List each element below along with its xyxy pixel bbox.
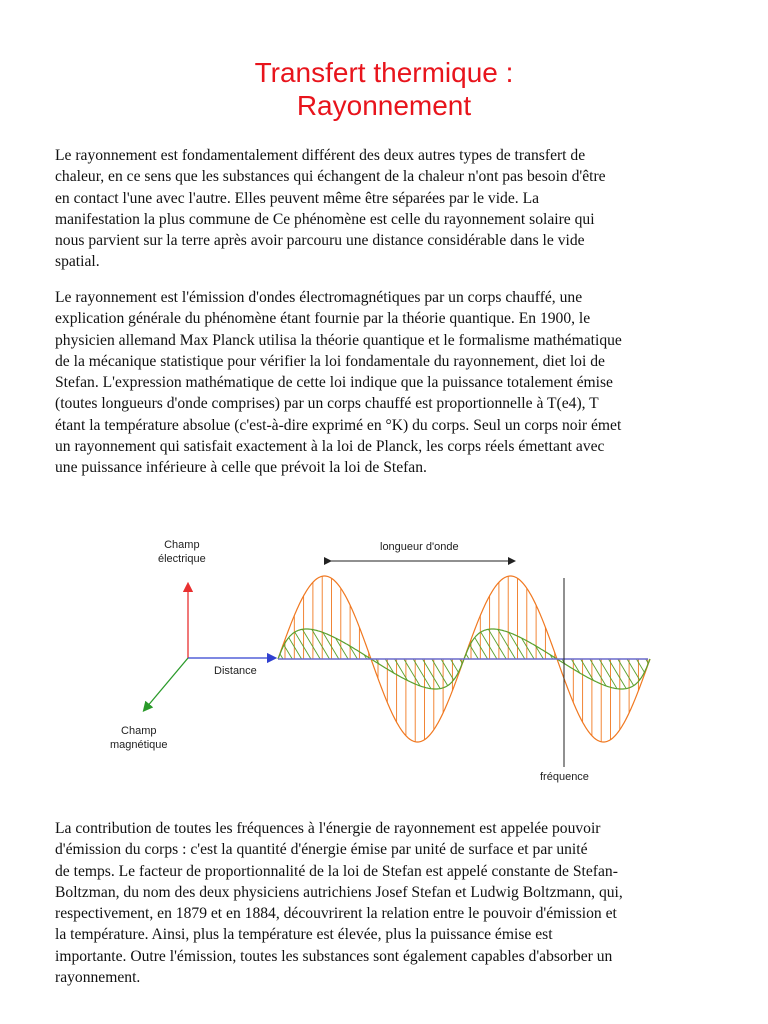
- text-line: de temps. Le facteur de proportionnalité de la loi de Stefan est appelé constante de Stefan-: [55, 862, 618, 880]
- label-longueur-onde: longueur d'onde: [380, 541, 459, 553]
- label-line: Champ: [121, 725, 157, 737]
- magnetic-hatch-line: [609, 659, 627, 689]
- text-line: en contact l'une avec l'autre. Elles peuvent même être séparées par le vide. La: [55, 189, 540, 207]
- text-line: explication générale du phénomène étant fournie par la théorie quantique. En 1900, le: [55, 310, 591, 328]
- text-line: importante. Outre l'émission, toutes les substances sont également capables d'absorber un: [55, 947, 613, 965]
- magnetic-hatch-line: [302, 629, 320, 659]
- page-title: [0, 56, 768, 122]
- title-line-2: Rayonnement: [296, 90, 472, 121]
- magnetic-hatch-line: [423, 659, 441, 689]
- magnetic-hatch-line: [636, 659, 644, 672]
- text-line: Boltzman, du nom des deux physiciens autrichiens Josef Stefan et Ludwig Boltzmann, qui,: [55, 883, 623, 901]
- text-line: nous parvient sur la terre après avoir parcouru une distance considérable dans le vide: [55, 232, 585, 250]
- text-line: respectivement, en 1879 et en 1884, découvrirent la relation entre le pouvoir d'émission et: [55, 905, 617, 923]
- label-distance: Distance: [214, 665, 257, 677]
- text-line: Le rayonnement est l'émission d'ondes électromagnétiques par un corps chauffé, une: [55, 289, 583, 306]
- magnetic-hatch-line: [466, 654, 469, 659]
- text-line: physicien allemand Max Planck utilisa la théorie quantique et le formalisme mathématique: [55, 331, 622, 349]
- label-champ-magnetique: [110, 724, 168, 752]
- text-line: de la mécanique statistique pour vérifier la loi fondamentale du rayonnement, diet loi de: [55, 352, 605, 370]
- text-line: manifestation la plus commune de Ce phénomène est celle du rayonnement solaire qui: [55, 210, 595, 228]
- text-line: étant la température absolue (c'est-à-dire exprimé en °K) du corps. Seul un corps noir émet: [55, 416, 622, 434]
- text-line: chaleur, en ce sens que les substances qui échangent de la chaleur n'ont pas besoin d'être: [55, 168, 606, 186]
- paragraph-stefan-boltzmann: [55, 818, 715, 988]
- text-line: une puissance inférieure à celle que prévoit la loi de Stefan.: [55, 459, 427, 477]
- text-line: spatial.: [55, 253, 100, 271]
- text-line: Stefan. L'expression mathématique de cette loi indique que la puissance totalement émise: [55, 374, 613, 392]
- magnetic-hatch-line: [481, 632, 497, 659]
- label-line: électrique: [158, 553, 206, 565]
- text-line: la température. Ainsi, plus la température est élevée, plus la puissance émise est: [55, 926, 553, 944]
- text-line: Le rayonnement est fondamentalement différent des deux autres types de transfert de: [55, 147, 586, 164]
- label-champ-electrique: [158, 538, 206, 566]
- text-line: rayonnement.: [55, 969, 141, 987]
- magnetic-hatch-line: [280, 654, 283, 659]
- label-line: magnétique: [110, 739, 168, 751]
- text-line: (toutes longueurs d'onde comprises) par un corps chauffé est proportionnelle à T(e4), T: [55, 395, 599, 413]
- label-line: Champ: [164, 539, 200, 551]
- magnetic-hatch-line: [488, 629, 506, 659]
- paragraph-intro: [55, 145, 715, 273]
- title-line-1: Transfert thermique :: [254, 57, 514, 88]
- label-frequence: fréquence: [540, 771, 589, 783]
- text-line: un rayonnement qui satisfait exactement à la loi de Planck, les corps réels émettant avec: [55, 438, 605, 456]
- text-line: La contribution de toutes les fréquences à l'énergie de rayonnement est appelée pouvoir: [55, 820, 601, 837]
- em-wave-diagram: [100, 525, 660, 795]
- magnetic-hatch-line: [295, 632, 311, 659]
- paragraph-planck: [55, 287, 715, 479]
- text-line: d'émission du corps : c'est la quantité d'énergie émise par unité de surface et par unité: [55, 841, 588, 859]
- magnetic-axis-arrow: [146, 658, 188, 708]
- magnetic-hatch-line: [450, 659, 458, 672]
